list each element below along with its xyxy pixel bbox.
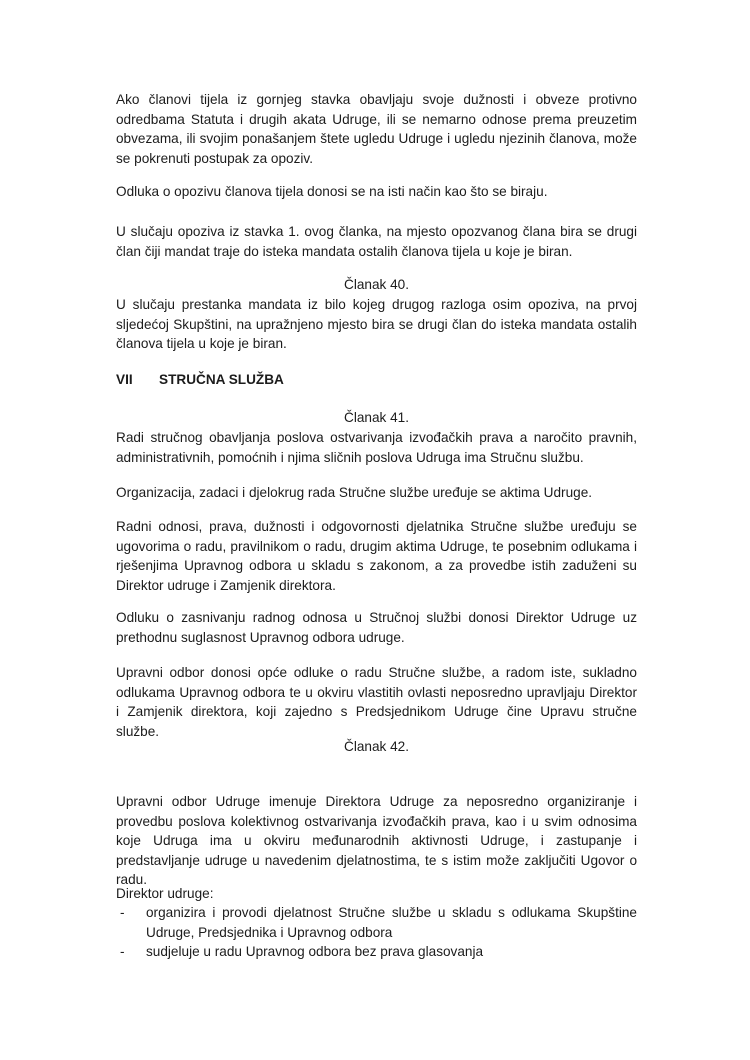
section-number: VII (116, 372, 133, 387)
article-41-text: Radi stručnog obavljanja poslova ostvarivanja izvođačkih prava a naročito pravnih, administrativnih, pomoćnih i njima sličnih poslova Udruga ima Stručnu službu. (116, 430, 637, 465)
paragraph-radni-odnosi: Radni odnosi, prava, dužnosti i odgovornosti djelatnika Stručne službe uređuju se ugovorima o radu, pravilnikom o radu, drugim aktima Udruge, te posebnim odlukama i rješenjima Upravnog odbora u skladu s zakonom, a za provedbe istih zaduženi su Direktor udruge i Zamjenik direktora. (116, 519, 637, 593)
list-dash: - (120, 944, 125, 959)
article-40-heading: Članak 40. (344, 277, 409, 292)
director-duties-list (116, 903, 637, 962)
section-title: STRUČNA SLUŽBA (159, 372, 284, 387)
paragraph-organizacija: Organizacija, zadaci i djelokrug rada Stručne službe uređuje se aktima Udruge. (116, 485, 593, 500)
article-42-text: Upravni odbor Udruge imenuje Direktora Udruge za neposredno organiziranje i provedbu poslova kolektivnog ostvarivanja izvođačkih prava, kao i u svim odnosima koje Udruga ima u okviru međunarodnih aktivnosti Udruge, i zastupanje i predstavljanje udruge u navedenim djelatnostima, te s istim može zaključiti Ugovor o radu. (116, 794, 637, 887)
list-item-text: sudjeluje u radu Upravnog odbora bez prava glasovanja (146, 944, 484, 959)
list-item (116, 942, 637, 962)
paragraph-opoziv-razlozi: Ako članovi tijela iz gornjeg stavka obavljaju svoje dužnosti i obveze protivno odredbama Statuta i drugih akata Udruge, ili se nemarno odnose prema preuzetim obvezama, ili svojim ponašanjem štete ugledu Udruge i ugledu njezinih članova, može se pokrenuti postupak za opoziv. (116, 92, 637, 166)
director-intro: Direktor udruge: (116, 886, 214, 901)
list-item-text: organizira i provodi djelatnost Stručne službe u skladu s odlukama Skupštine Udruge, Predsjednika i Upravnog odbora (146, 905, 637, 940)
article-41-heading: Članak 41. (344, 410, 409, 425)
paragraph-zasnivanje: Odluku o zasnivanju radnog odnosa u Stručnoj službi donosi Direktor Udruge uz prethodnu suglasnost Upravnog odbora udruge. (116, 610, 637, 645)
list-item (116, 903, 637, 942)
paragraph-upravni-odbor: Upravni odbor donosi opće odluke o radu Stručne službe, a radom iste, sukladno odlukama Upravnog odbora te u okviru vlastitih ovlasti neposredno upravljaju Direktor i Zamjenik direktora, koji zajedno s Predsjednikom Udruge čine Upravu stručne službe. (116, 665, 637, 739)
article-42-heading: Članak 42. (344, 739, 409, 754)
article-40-text: U slučaju prestanka mandata iz bilo kojeg drugog razloga osim opoziva, na prvoj sljedećoj Skupštini, na upražnjeno mjesto bira se drugi član do isteka mandata ostalih članova tijela u koje je biran. (116, 297, 637, 351)
paragraph-odluka-opoziv: Odluka o opozivu članova tijela donosi se na isti način kao što se biraju. (116, 184, 548, 199)
paragraph-slucaj-opoziva: U slučaju opoziva iz stavka 1. ovog članka, na mjesto opozvanog člana bira se drugi član čiji mandat traje do isteka mandata ostalih članova tijela u koje je biran. (116, 224, 637, 259)
list-dash: - (120, 905, 125, 920)
